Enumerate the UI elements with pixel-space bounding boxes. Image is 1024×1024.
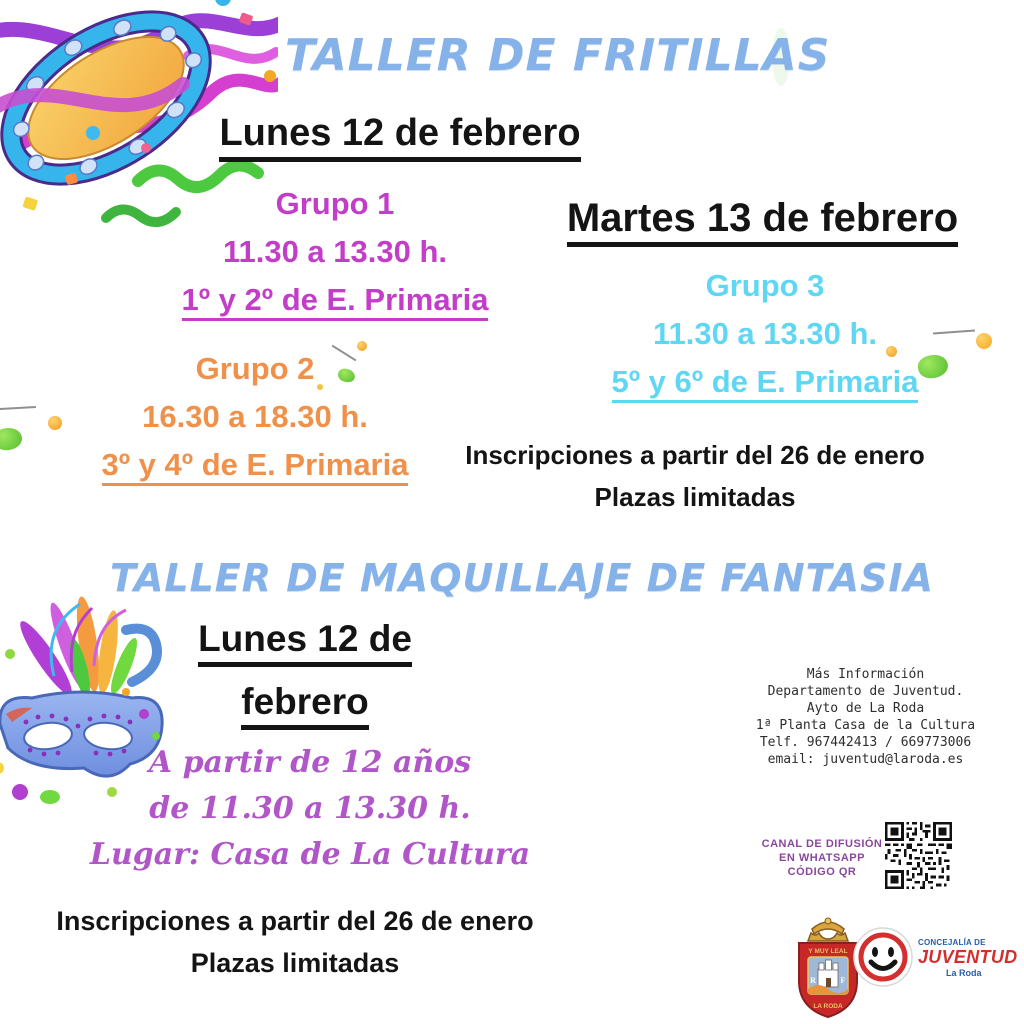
workshop2-time: de 11.30 a 13.30 h. [149,791,471,826]
confetti-green-blob [0,426,24,453]
shield-motto-bottom: LA RODA [813,1003,843,1010]
council-line2: JUVENTUD [918,947,1018,967]
shield-letter-r: R [810,976,816,985]
whatsapp-channel-label [752,837,892,879]
workshop1-enrollment-line1: Inscripciones a partir del 26 de enero [465,440,925,470]
group1-grades-text: 1º y 2º de E. Primaria [182,283,489,321]
confetti-dot-orange [886,346,897,357]
qr-code [885,822,952,889]
shield-motto-top: Y MUY LEAL [808,948,848,955]
workshop2-age: A partir de 12 años [148,745,472,780]
contact-line5: Telf. 967442413 / 669773006 [759,735,972,750]
contact-line3: Ayto de La Roda [806,701,925,716]
whatsapp-line3: CÓDIGO QR [787,866,857,878]
group3-name: Grupo 3 [705,268,825,303]
shield-letter-f: F [840,976,846,985]
workshop2-enrollment-line2: Plazas limitadas [190,948,400,978]
monday-heading-text: Lunes 12 de febrero [219,114,580,162]
group2-name: Grupo 2 [195,351,315,386]
confetti-streak [0,406,36,410]
workshop2-date [150,618,460,730]
contact-line1: Más Información [806,667,925,682]
monday-heading [200,112,600,162]
group3-time: 11.30 a 13.30 h. [652,316,878,351]
confetti-dot-orange [357,341,367,351]
contact-line2: Departamento de Juventud. [767,684,964,699]
tuesday-heading [540,196,985,247]
group2-grades-text: 3º y 4º de E. Primaria [102,448,409,486]
group1-grades [135,276,535,324]
group1-block [135,180,535,324]
confetti-dot-orange [976,333,992,349]
group3-grades [560,358,970,406]
council-line3: La Roda [946,968,982,978]
workshop2-enrollment-line1: Inscripciones a partir del 26 de enero [56,906,534,936]
group2-grades [55,441,455,489]
group1-name: Grupo 1 [275,186,395,221]
tuesday-heading-text: Martes 13 de febrero [567,197,958,247]
council-line1: CONCEJALÍA DE [918,938,986,947]
council-wordmark [918,938,1022,978]
contact-line6: email: juventud@laroda.es [767,752,964,767]
workshop2-enrollment [15,900,575,984]
workshop2-details [60,740,560,878]
whatsapp-line2: EN WHATSAPP [779,852,865,864]
workshop2-place: Lugar: Casa de La Cultura [89,837,531,872]
workshop1-title: TALLER DE FRITILLAS [285,30,831,81]
contact-block [728,666,1003,768]
workshop2-date-line2: febrero [241,683,368,730]
group1-time: 11.30 a 13.30 h. [222,234,448,269]
group3-block [560,262,970,406]
contact-line4: 1ª Planta Casa de la Cultura [755,718,976,733]
whatsapp-line1: CANAL DE DIFUSIÓN [761,838,883,850]
group2-time: 16.30 a 18.30 h. [142,399,368,434]
smiley-logo [852,926,914,988]
workshop2-title: TALLER DE MAQUILLAJE DE FANTASIA [110,556,934,600]
workshop1-enrollment-line2: Plazas limitadas [594,482,796,512]
group3-grades-text: 5º y 6º de E. Primaria [612,365,919,403]
confetti-dot-yellow [317,384,323,390]
workshop1-enrollment [435,434,955,518]
group2-block [55,345,455,489]
confetti-dot-orange [48,416,62,430]
workshop2-date-line1: Lunes 12 de [198,620,412,667]
